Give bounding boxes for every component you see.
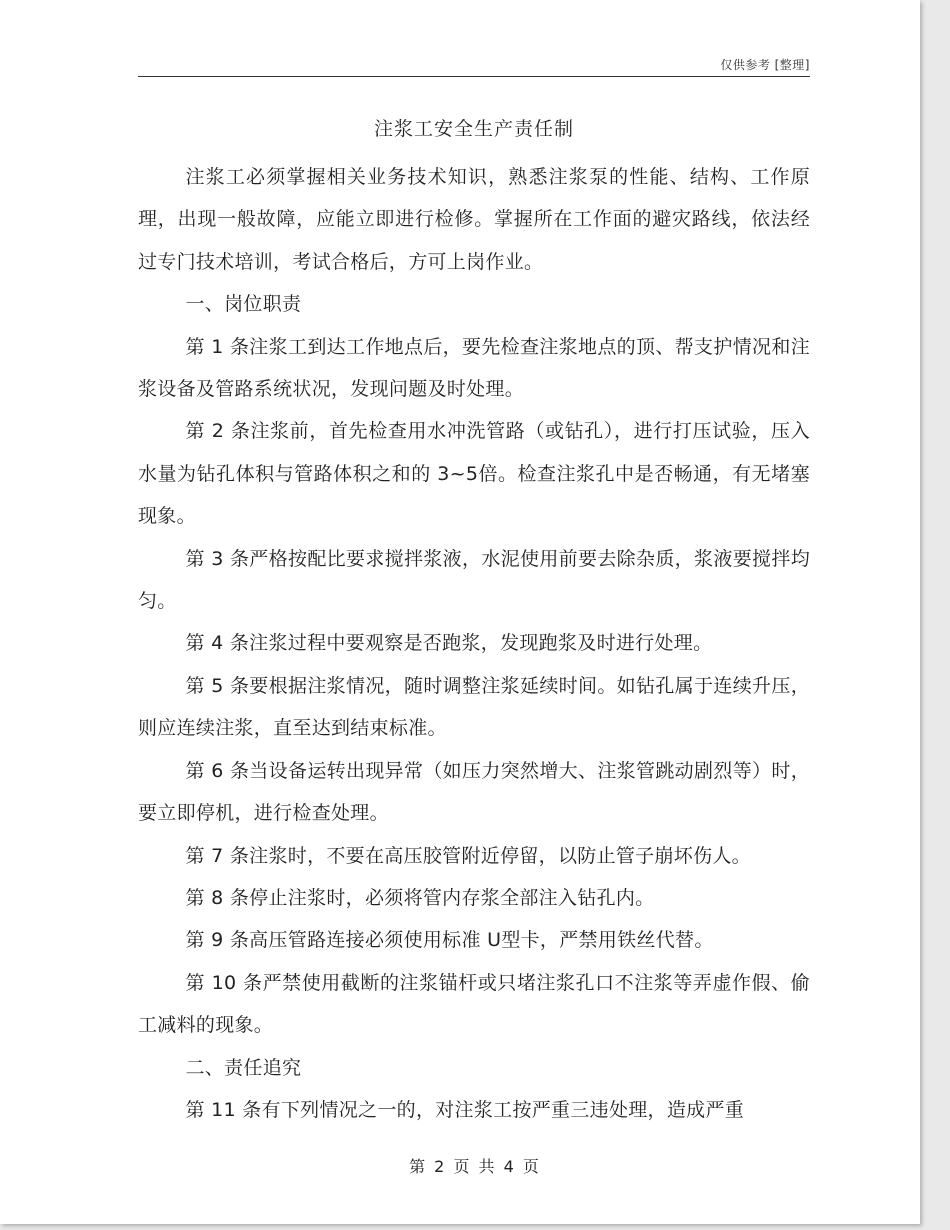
document-title: 注浆工安全生产责任制 (373, 118, 574, 140)
article-4: 第 4 条注浆过程中要观察是否跑浆，发现跑浆及时进行处理。 (185, 632, 713, 655)
header-divider (138, 76, 810, 77)
article-7: 第 7 条注浆时，不要在高压胶管附近停留，以防止管子崩坏伤人。 (185, 844, 751, 867)
section-heading-duties: 一、岗位职责 (185, 293, 302, 316)
article-2: 第 2 条注浆前，首先检查用水冲洗管路（或钻孔），进行打压试验，压入水量为钻孔体积与管路体积之和的 3~5倍。检查注浆孔中是否畅通，有无堵塞现象。 (138, 420, 810, 528)
article-11: 第 11 条有下列情况之一的，对注浆工按严重三违处理，造成严重 (185, 1098, 745, 1121)
article-9: 第 9 条高压管路连接必须使用标准 U型卡，严禁用铁丝代替。 (185, 929, 714, 952)
article-3: 第 3 条严格按配比要求搅拌浆液，水泥使用前要去除杂质，浆液要搅拌均匀。 (138, 547, 810, 613)
article-1: 第 1 条注浆工到达工作地点后，要先检查注浆地点的顶、帮支护情况和注浆设备及管路系统状况，发现问题及时处理。 (138, 335, 810, 401)
article-5: 第 5 条要根据注浆情况，随时调整注浆延续时间。如钻孔属于连续升压，则应连续注浆，直至达到结束标准。 (138, 674, 810, 740)
header-reference-label: 仅供参考 [整理] (720, 58, 810, 72)
section-heading-accountability: 二、责任追究 (185, 1056, 302, 1079)
article-8: 第 8 条停止注浆时，必须将管内存浆全部注入钻孔内。 (185, 886, 655, 909)
article-10: 第 10 条严禁使用截断的注浆锚杆或只堵注浆孔口不注浆等弄虚作假、偷工减料的现象。 (138, 971, 810, 1037)
intro-paragraph: 注浆工必须掌握相关业务技术知识，熟悉注浆泵的性能、结构、工作原理，出现一般故障，应能立即进行检修。掌握所在工作面的避灾路线，依法经过专门技术培训，考试合格后，方可上岗作业。 (138, 166, 810, 273)
document-body (138, 156, 810, 1131)
article-6: 第 6 条当设备运转出现异常（如压力突然增大、注浆管跳动剧烈等）时，要立即停机，进行检查处理。 (138, 759, 810, 825)
page-number-footer: 第 2 页 共 4 页 (409, 1157, 539, 1176)
